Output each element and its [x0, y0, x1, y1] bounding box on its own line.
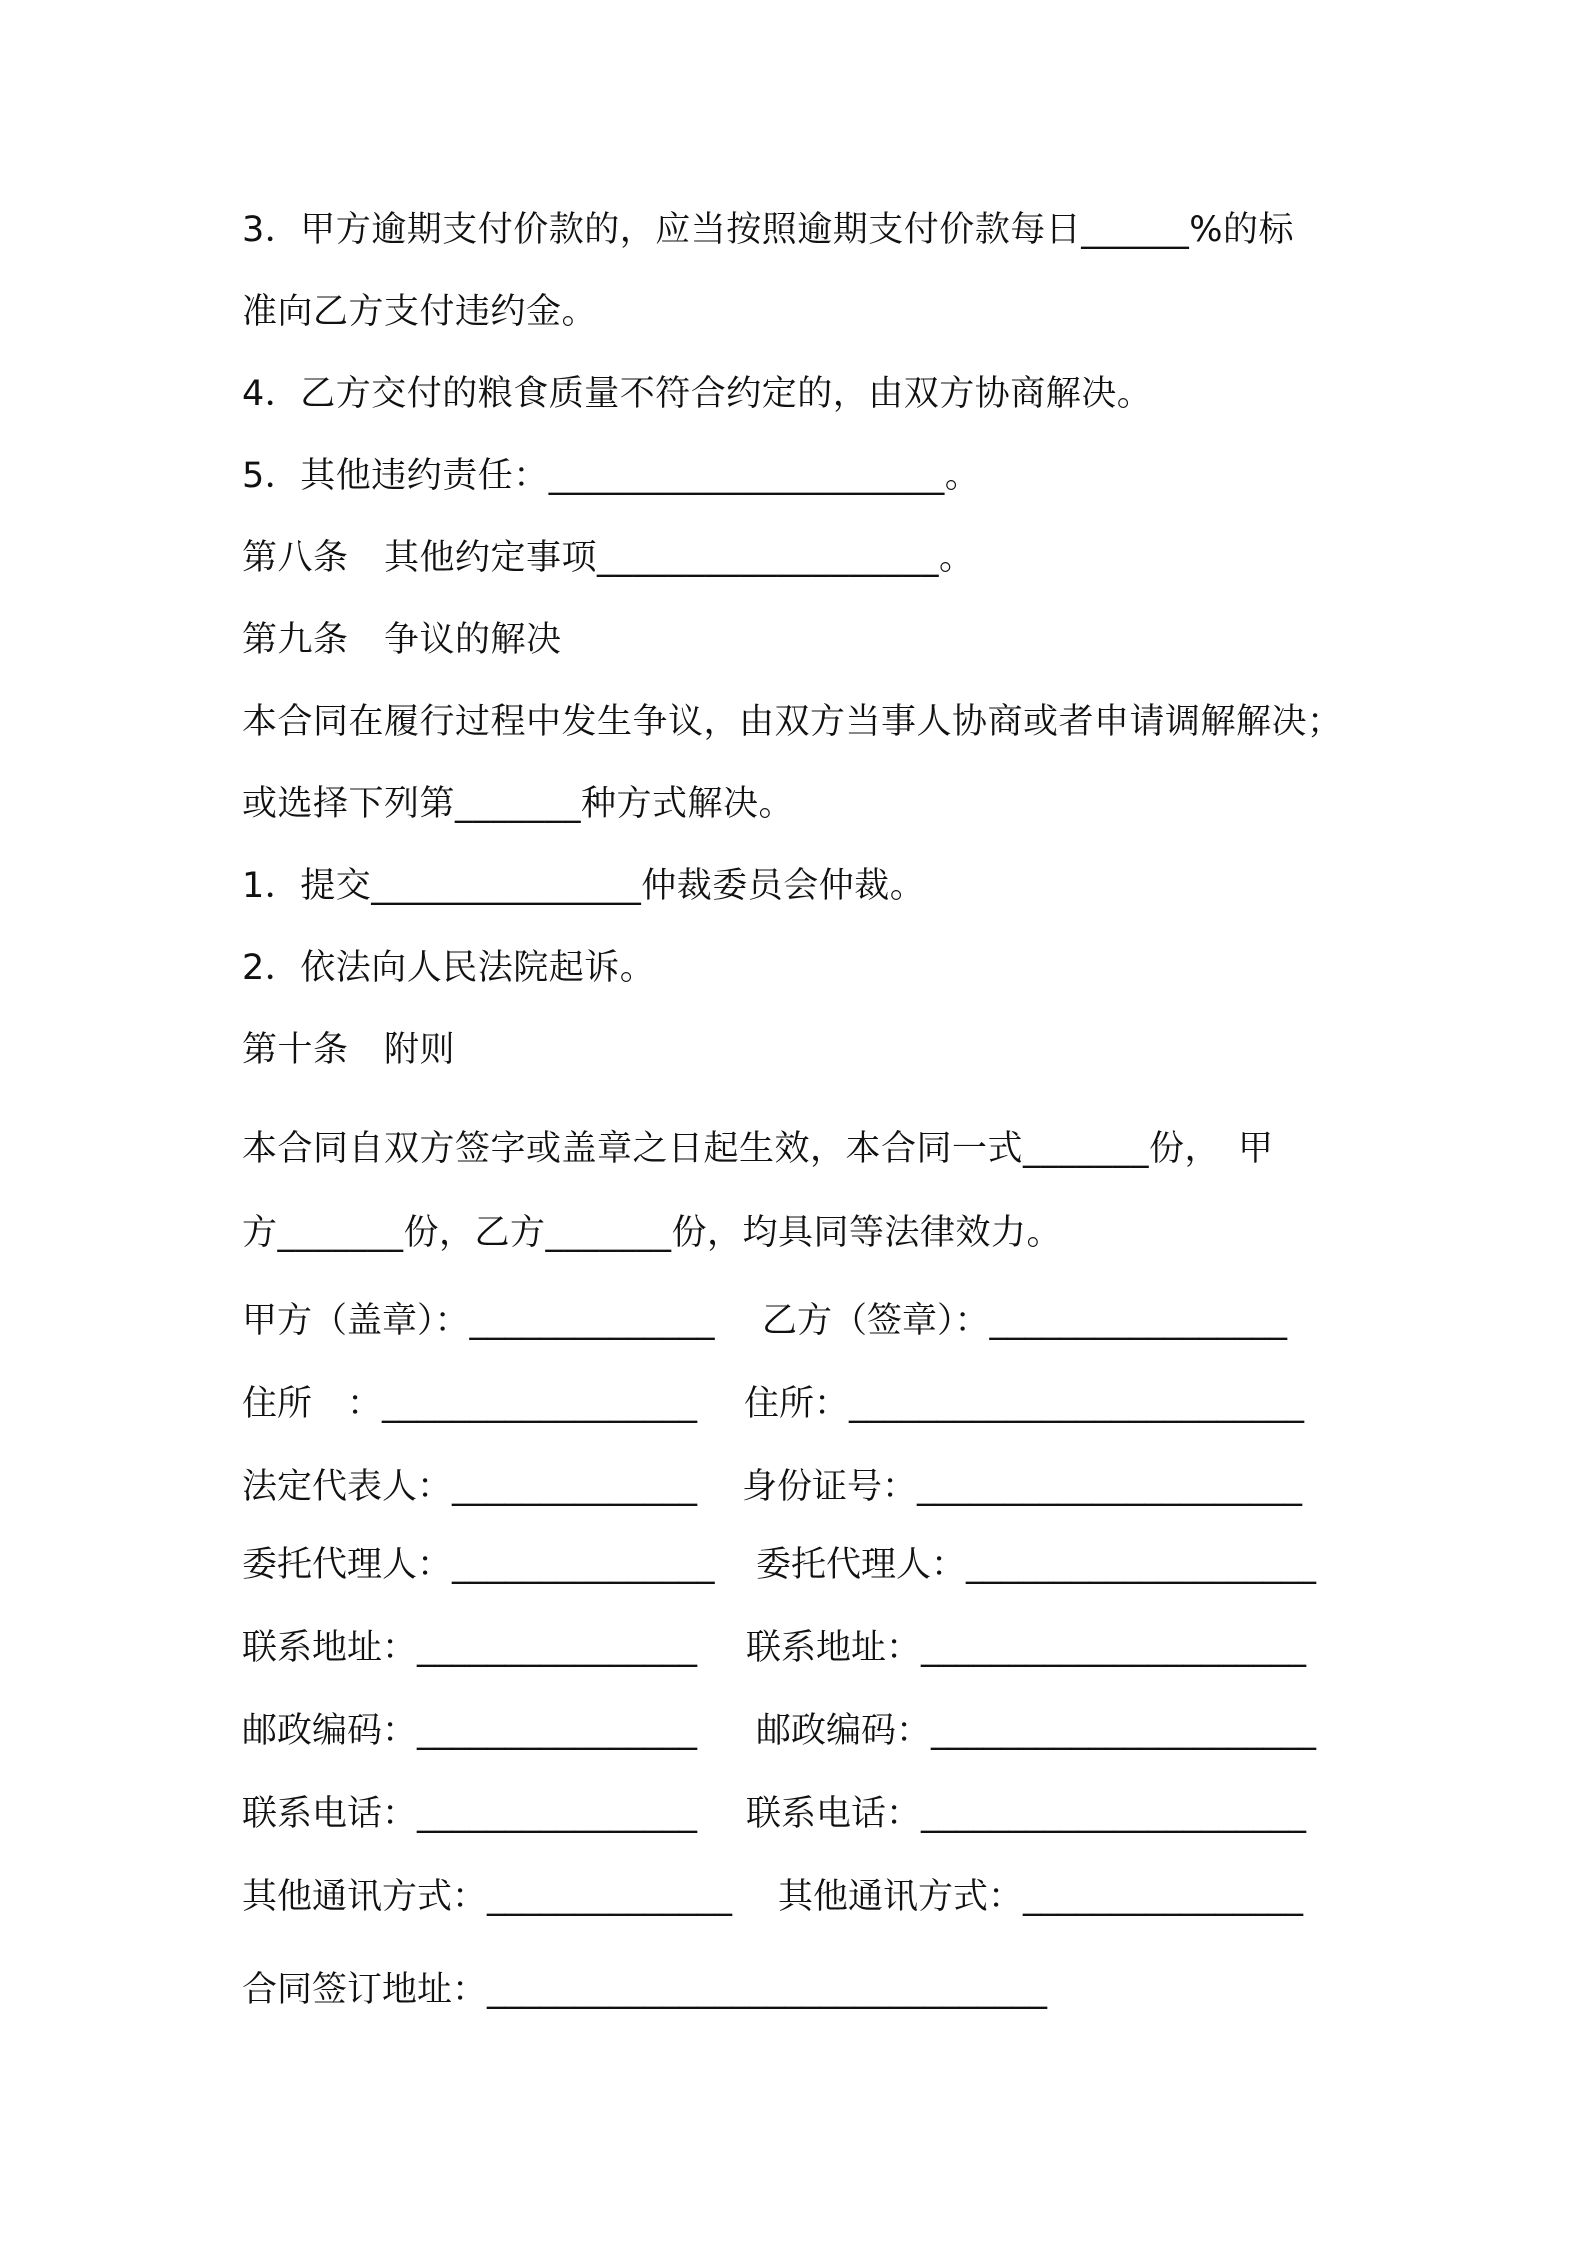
party-a-contact-address-field: 联系地址：________________	[242, 1628, 698, 1668]
party-b-agent-field: 委托代理人：____________________	[756, 1545, 1317, 1585]
clause-10-heading: 第十条 附则	[242, 1030, 456, 1070]
party-a-legal-rep-field: 法定代表人：______________	[242, 1467, 698, 1507]
clause-9-paragraph-line-2: 或选择下列第_______种方式解决。	[242, 784, 795, 824]
clause-10-paragraph-line-2: 方_______份，乙方_______份，均具同等法律效力。	[242, 1213, 1063, 1253]
clause-7-item-3-line-1: 3．甲方逾期支付价款的，应当按照逾期支付价款每日______%的标	[242, 210, 1295, 250]
party-b-postcode-field: 邮政编码：______________________	[756, 1711, 1317, 1751]
clause-7-item-4: 4．乙方交付的粮食质量不符合约定的，由双方协商解决。	[242, 374, 1153, 414]
party-a-postcode-field: 邮政编码：________________	[242, 1711, 698, 1751]
clause-9-heading: 第九条 争议的解决	[242, 620, 562, 660]
party-a-other-contact-field: 其他通讯方式：______________	[242, 1877, 733, 1917]
clause-10-paragraph-line-1: 本合同自双方签字或盖章之日起生效，本合同一式_______份， 甲	[242, 1129, 1274, 1169]
clause-8-heading: 第八条 其他约定事项___________________。	[242, 538, 975, 578]
party-b-contact-address-field: 联系地址：______________________	[746, 1628, 1307, 1668]
party-b-seal-field: 乙方（签章）：_________________	[762, 1301, 1288, 1341]
clause-9-option-1: 1．提交_______________仲裁委员会仲裁。	[242, 866, 926, 906]
clause-9-option-2: 2．依法向人民法院起诉。	[242, 948, 656, 988]
clause-9-paragraph-line-1: 本合同在履行过程中发生争议，由双方当事人协商或者申请调解解决；	[242, 702, 1343, 742]
party-b-id-number-field: 身份证号：______________________	[742, 1467, 1303, 1507]
party-a-agent-field: 委托代理人：_______________	[242, 1545, 715, 1585]
contract-signing-place-field: 合同签订地址：________________________________	[242, 1970, 1048, 2010]
party-b-other-contact-field: 其他通讯方式：________________	[778, 1877, 1304, 1917]
clause-7-item-3-line-2: 准向乙方支付违约金。	[242, 292, 598, 332]
party-a-phone-field: 联系电话：________________	[242, 1794, 698, 1834]
party-a-seal-field: 甲方（盖章）：______________	[242, 1301, 715, 1341]
clause-7-item-5: 5．其他违约责任：______________________。	[242, 456, 981, 496]
party-b-address-field: 住所：__________________________	[744, 1384, 1305, 1424]
party-b-phone-field: 联系电话：______________________	[746, 1794, 1307, 1834]
party-a-address-field: 住所 ：__________________	[242, 1384, 698, 1424]
